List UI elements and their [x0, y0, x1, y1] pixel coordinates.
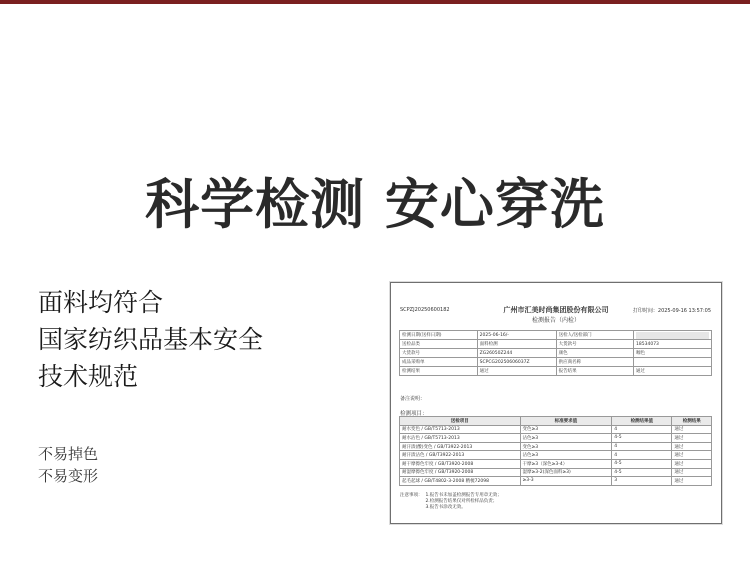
column-header: 标准要求值 — [520, 417, 612, 426]
info-label: 检测结果 — [400, 367, 478, 376]
table-row — [400, 358, 712, 367]
table-row — [400, 349, 712, 358]
item-result-value: 4-5 — [612, 459, 672, 468]
item-result-value: 4-5 — [612, 468, 672, 477]
feature-text — [38, 284, 263, 395]
item-standard: 沾色≥3 — [520, 434, 612, 443]
info-value: SCPCG20250606037Z — [477, 358, 556, 367]
info-label: 送检人/送检部门 — [556, 331, 633, 340]
report-company: 广州市汇美时尚集团股份有限公司 — [503, 306, 609, 314]
item-name: 耐汗渍(酸)变色 / GB/T3922-2013 — [400, 442, 521, 451]
test-report-image — [390, 282, 722, 524]
info-label: 报告结果 — [556, 367, 633, 376]
info-value: 18534073 — [634, 340, 712, 349]
report-remark-label: 备注说明： — [400, 396, 426, 402]
item-name: 耐湿摩擦色牢度 / GB/T3920-2008 — [400, 468, 521, 477]
item-result: 通过 — [672, 477, 712, 486]
item-result-value: 4 — [612, 425, 672, 434]
info-label: 大货款号 — [400, 349, 478, 358]
column-header: 检测结果值 — [612, 417, 672, 426]
table-row — [400, 451, 712, 460]
redaction-block — [636, 332, 709, 339]
feature-line: 技术规范 — [38, 362, 139, 391]
item-name: 耐水沾色 / GB/T5713-2013 — [400, 434, 521, 443]
info-label: 检测日期(送样日期) — [400, 331, 478, 340]
headline: 科学检测 安心穿洗 — [145, 173, 605, 236]
sub-point: 不易掉色 — [38, 445, 99, 463]
notes-lines — [425, 493, 501, 511]
item-name: 起毛起球 / GB/T4802-3-2008 精梳72098 — [400, 477, 521, 486]
report-code: SCPZJ20250600182 — [400, 307, 450, 313]
table-row — [400, 442, 712, 451]
info-value: 通过 — [634, 367, 712, 376]
table-row — [400, 468, 712, 477]
column-header: 检测结果 — [672, 417, 712, 426]
table-row — [400, 367, 712, 376]
top-accent-bar — [0, 0, 750, 4]
info-value: 2025-06-16/- — [477, 331, 556, 340]
table-row — [400, 459, 712, 468]
item-standard: 湿摩≥3-2(深色面料≥3) — [520, 468, 612, 477]
info-label: 供应商名称 — [556, 358, 633, 367]
item-result: 通过 — [672, 425, 712, 434]
item-standard: 沾色≥3 — [520, 451, 612, 460]
table-row — [400, 434, 712, 443]
feature-line: 面料均符合 — [38, 288, 164, 317]
report-notes — [400, 493, 502, 511]
notes-label: 注意事项： — [400, 493, 423, 498]
item-name: 耐汗渍沾色 / GB/T3922-2013 — [400, 451, 521, 460]
report-print-time: 打印时间：2025-09-16 13:57:05 — [632, 308, 711, 314]
info-value: 通过 — [477, 367, 556, 376]
sub-point: 不易变形 — [38, 467, 99, 485]
item-result-value: 4 — [612, 451, 672, 460]
info-value: ZG26050Z244 — [477, 349, 556, 358]
info-label: 大货款号 — [556, 340, 633, 349]
info-value: 咖色 — [634, 349, 712, 358]
note-line: 1.报告书未加盖检测报告专用章无效； — [425, 493, 502, 498]
feature-line: 国家纺织品基本安全 — [38, 325, 264, 354]
info-label: 送检品类 — [400, 340, 478, 349]
table-row — [400, 340, 712, 349]
info-label: 成品采购单 — [400, 358, 478, 367]
report-info-table — [399, 330, 712, 376]
sub-points — [38, 443, 98, 487]
item-result: 通过 — [672, 468, 712, 477]
table-row — [400, 331, 712, 340]
item-result: 通过 — [672, 434, 712, 443]
item-result-value: 4 — [612, 442, 672, 451]
note-line: 3.报告书涂改无效。 — [425, 505, 466, 510]
item-standard: ≥3-3 — [520, 477, 612, 486]
info-value-redacted — [634, 331, 712, 340]
item-standard: 变色≥3 — [520, 425, 612, 434]
item-standard: 干摩≥3（深色≥3-4） — [520, 459, 612, 468]
info-value: 面料检测 — [477, 340, 556, 349]
table-row — [400, 425, 712, 434]
item-name: 耐干摩擦色牢度 / GB/T3920-2008 — [400, 459, 521, 468]
note-line: 2.检测报告结果仅对所检样品负责； — [425, 499, 498, 504]
item-result: 通过 — [672, 442, 712, 451]
item-result: 通过 — [672, 451, 712, 460]
report-items-table — [399, 416, 712, 486]
info-value — [634, 358, 712, 367]
column-header: 送检项目 — [400, 417, 521, 426]
report-items-title: 检测项目： — [400, 411, 428, 417]
item-name: 耐水变色 / GB/T5713-2013 — [400, 425, 521, 434]
info-label: 颜色 — [556, 349, 633, 358]
item-result-value: 4-5 — [612, 434, 672, 443]
report-title: 检测报告（内检） — [531, 317, 580, 324]
item-result: 通过 — [672, 459, 712, 468]
table-header-row — [400, 417, 712, 426]
table-row — [400, 477, 712, 486]
item-standard: 变色≥3 — [520, 442, 612, 451]
item-result-value: 3 — [612, 477, 672, 486]
